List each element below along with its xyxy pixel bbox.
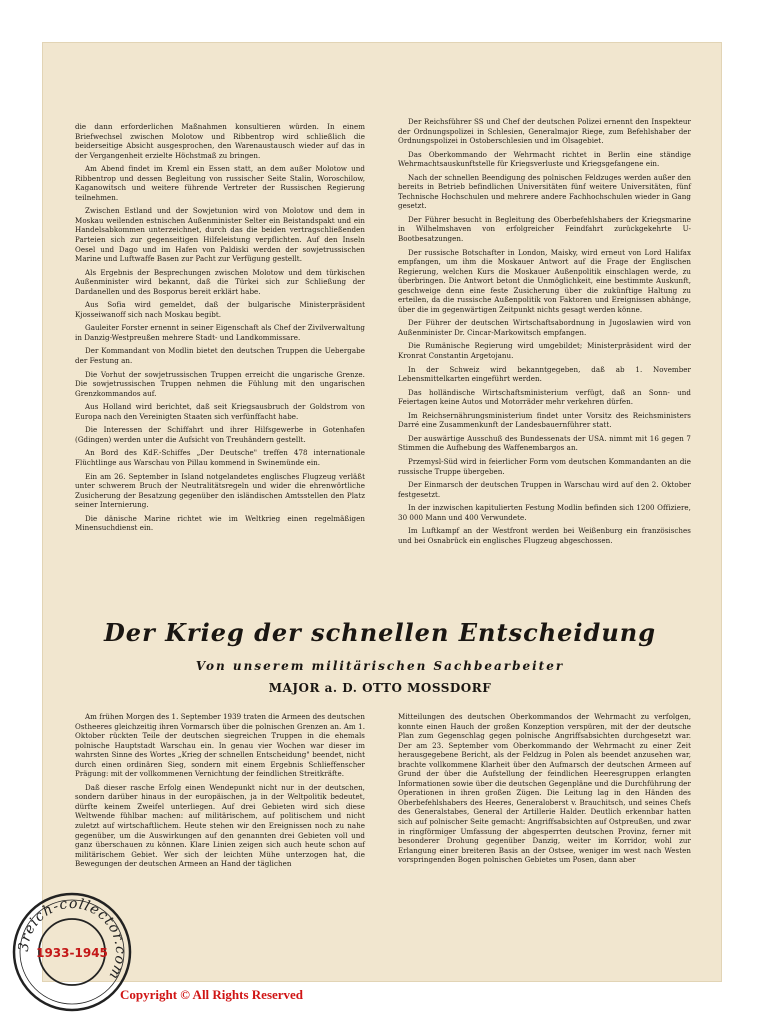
paragraph: Die Rumänische Regierung wird umgebildet; Ministerpräsident wird der Kronrat Constantin Argetojanu. [398,341,691,361]
paragraph: In der inzwischen kapitulierten Festung Modlin befinden sich 1200 Offiziere, 30 000 Mann und 400 Verwundete. [398,503,691,522]
paragraph: Aus Sofia wird gemeldet, daß der bulgarische Ministerpräsident Kjosseiwanoff sich nach Moskau begibt. [75,300,365,319]
paragraph: Gauleiter Forster ernennt in seiner Eigenschaft als Chef der Zivilverwaltung in Danzig-Westpreußen mehrere Stadt- und Landkommissare. [75,323,365,342]
copyright-notice: Copyright © All Rights Reserved [120,987,304,1002]
paragraph: Am Abend findet im Kreml ein Essen statt, an dem außer Molotow und Ribbentrop und dessen Begleitung von russischer Seite Stalin, Woroschilow, Kaganowitsch und weitere führende Vertreter der Russischen Regierung teilnehmen. [75,164,365,202]
paragraph: Mitteilungen des deutschen Oberkommandos der Wehrmacht zu verfolgen, konnte einen Hauch der großen Konzeption verspüren, mit der der deutsche Plan zum Gegenschlag gegen polnische Angriffsabsichten durchgesetzt war. Der am 23. September vom Oberkommando der Wehrmacht zu einer Zeit herausgegebene Bericht, als der Feldzug in Polen als beendet anzusehen war, brachte vollkommene Klarheit über den Aufmarsch der deutschen Armeen auf Grund der über die Aufstellung der feindlichen Heeresgruppen erlangten Informationen sowie über die deutschen Gegenpläne und die Durchführung der Operationen in ihren großen Zügen. Die Leitung lag in den Händen des Oberbefehlshabers des Heeres, Generaloberst v. Brauchitsch, und seines Chefs des Generalstabes, General der Artillerie Halder. Deutlich erkennbar hatten sich auf polnischer Seite gemacht: Angriffsabsichten auf Ostpreußen, und zwar in ringförmiger Umfassung der abgesperrten deutschen Provinz, ferner mit besonderer Drohung gegenüber Danzig, weiter im Korridor, wohl zur Erlangung einer breiteren Basis an der Ostsee, weniger im west nach Westen vorspringenden Bogen polnischen Gebietes um Posen, dann aber [398,712,691,865]
paragraph: die dann erforderlichen Maßnahmen konsultieren würden. In einem Briefwechsel zwischen Molotow und Ribbentrop wird schließlich die beiderseitige Absicht ausgesprochen, den Warenaustausch wieder auf das in der Vergangenheit erzielte Höchstmaß zu bringen. [75,122,365,160]
column-top-left [75,122,365,537]
paragraph: Die Vorhut der sowjetrussischen Truppen erreicht die ungarische Grenze. Die sowjetrussischen Truppen nehmen die Fühlung mit den ungarischen Grenzkommandos auf. [75,369,365,398]
stamp-years: 1933-1945 [36,946,108,960]
paragraph: Am frühen Morgen des 1. September 1939 traten die Armeen des deutschen Ostheeres gleichzeitig ihren Vormarsch über die polnischen Grenzen an. Am 1. Oktober rückten Teile der deutschen siegreichen Truppen in die ehemals polnische Hauptstadt Warschau ein. In genau vier Wochen war dieser im wahrsten Sinne des Wortes „Krieg der schnellen Entscheidung" beendet, nicht durch einen ordinären Sieg, sondern mit einem Ergebnis Schlieffenscher Prägung: mit der vollkommenen Vernichtung der feindlichen Streitkräfte. [75,712,365,779]
paragraph: Der Führer besucht in Begleitung des Oberbefehlshabers der Kriegsmarine in Wilhelmshaven von erfolgreicher Feindfahrt zurückgekehrte U-Bootbesatzungen. [398,214,691,244]
paragraph: Die dänische Marine richtet wie im Weltkrieg einen regelmäßigen Minensuchdienst ein. [75,513,365,533]
article-subheadline: Von unserem militärischen Sachbearbeiter [195,659,565,673]
paragraph: Daß dieser rasche Erfolg einen Wendepunkt nicht nur in der deutschen, sondern darüber hinaus in der europäischen, ja in der Weltpolitik bedeutet, dürfte keinem Zweifel unterliegen. Auf drei Gebieten wird sich diese Weltwende fühlbar machen: auf militärischem, auf politischem und nicht zuletzt auf wirtschaftlichem. Heute stehen wir den Ereignissen noch zu nahe gegenüber, um die Auswirkungen auf den genannten drei Gebieten voll und ganz überschauen zu können. Klare Linien zeigen sich auch heute schon auf militärischem Gebiet. Wer sich der leichten Mühe unterzogen hat, die Bewegungen der deutschen Armeen an Hand der täglichen [75,782,365,869]
paragraph: Das Oberkommando der Wehrmacht richtet in Berlin eine ständige Wehrmachtsauskunftstelle für Kriegsverluste und Kriegsgefangene ein. [398,149,691,169]
article-column-left [75,712,365,873]
paragraph: Aus Holland wird berichtet, daß seit Kriegsausbruch der Goldstrom von Europa nach den Vereinigten Staaten sich verfünffacht habe. [75,402,365,421]
paragraph: Nach der schnellen Beendigung des polnischen Feldzuges werden außer den bereits in Betrieb befindlichen Universitäten fünf weitere Universitäten, fünf Technische Hochschulen und mehrere andere Fachhochschulen wieder in Gang gesetzt. [398,172,691,211]
paragraph: Der Einmarsch der deutschen Truppen in Warschau wird auf den 2. Oktober festgesetzt. [398,480,691,499]
column-top-right [398,117,691,549]
paragraph: Der Reichsführer SS und Chef der deutschen Polizei ernennt den Inspekteur der Ordnungspolizei in Schlesien, Generalmajor Riege, zum Befehlshaber der Ordnungspolizei in Ostoberschlesien und im Olsagebiet. [398,117,691,146]
paragraph: Ein am 26. September in Island notgelandetes englisches Flugzeug verläßt unter schwerem Bruch der Neutralitätsregeln und wider die ehrenwörtliche Zusicherung der Besatzung gegenüber den isländischen Amtsstellen den Platz seiner Internierung. [75,471,365,510]
paragraph: Zwischen Estland und der Sowjetunion wird von Molotow und dem in Moskau weilenden estnischen Außenminister Selter ein Beistandspakt und ein Handelsabkommen unterzeichnet, durch das die beiden vertragschließenden Parteien sich zur gegenseitigen Hilfeleistung verpflichten. Auf den Inseln Oesel und Dago und im Hafen von Paldiski werden der sowjetrussischen Marine und Luftwaffe Basen zur Pacht zur Verfügung gestellt. [75,206,365,264]
paragraph: Im Reichsernährungsministerium findet unter Vorsitz des Reichsministers Darré eine Zusammenkunft der Landesbauernführer statt. [398,410,691,430]
stamp-ring-text: 3reich-collector.com [15,895,129,983]
article-author: MAJOR a. D. OTTO MOSSDORF [268,681,492,695]
paragraph: Das holländische Wirtschaftsministerium verfügt, daß an Sonn- und Feiertagen keine Autos und Motorräder mehr verkehren dürfen. [398,387,691,407]
stamp-icon [8,888,136,1016]
paragraph: Die Interessen der Schiffahrt und ihrer Hilfsgewerbe in Gotenhafen (Gdingen) werden unter die Aufsicht von Treuhändern gestellt. [75,425,365,444]
article-headline: Der Krieg der schnellen Entscheidung [103,618,656,647]
paragraph: Als Ergebnis der Besprechungen zwischen Molotow und dem türkischen Außenminister wird bekannt, daß die Türkei sich zur Schließung der Dardanellen und des Bosporus bereit erklärt habe. [75,267,365,296]
paragraph: Der Kommandant von Modlin bietet den deutschen Truppen die Uebergabe der Festung an. [75,346,365,366]
paragraph: Der Führer der deutschen Wirtschaftsabordnung in Jugoslawien wird von Außenminister Dr. Cincar-Markowitsch empfangen. [398,318,691,337]
paragraph: Przemysl-Süd wird in feierlicher Form vom deutschen Kommandanten an die russische Truppe übergeben. [398,456,691,476]
paragraph: In der Schweiz wird bekanntgegeben, daß ab 1. November Lebensmittelkarten eingeführt werden. [398,364,691,384]
watermark-stamp [8,888,136,1016]
paragraph: Der auswärtige Ausschuß des Bundessenats der USA. nimmt mit 16 gegen 7 Stimmen die Aufhebung des Waffenembargos an. [398,433,691,453]
article-column-right [398,712,691,869]
paragraph: An Bord des KdF.-Schiffes „Der Deutsche" treffen 478 internationale Flüchtlinge aus Warschau von Pillau kommend in Swinemünde ein. [75,448,365,467]
paragraph: Der russische Botschafter in London, Maisky, wird erneut von Lord Halifax empfangen, um ihm die Moskauer Antwort auf die Frage der Englischen Regierung, welchen Kurs die Moskauer Außenpolitik einschlagen werde, zu überbringen. Die Antwort betont die Unmöglichkeit, eine bestimmte Auskunft, geschweige denn eine feste Zusicherung über die zukünftige Haltung zu erteilen, da die russische Außenpolitik von Faktoren und Ereignissen abhänge, über die im gegenwärtigen Zeitpunkt nichts gesagt werden könne. [398,247,691,314]
paragraph: Im Luftkampf an der Westfront werden bei Weißenburg ein französisches und bei Osnabrück ein englisches Flugzeug abgeschossen. [398,526,691,545]
